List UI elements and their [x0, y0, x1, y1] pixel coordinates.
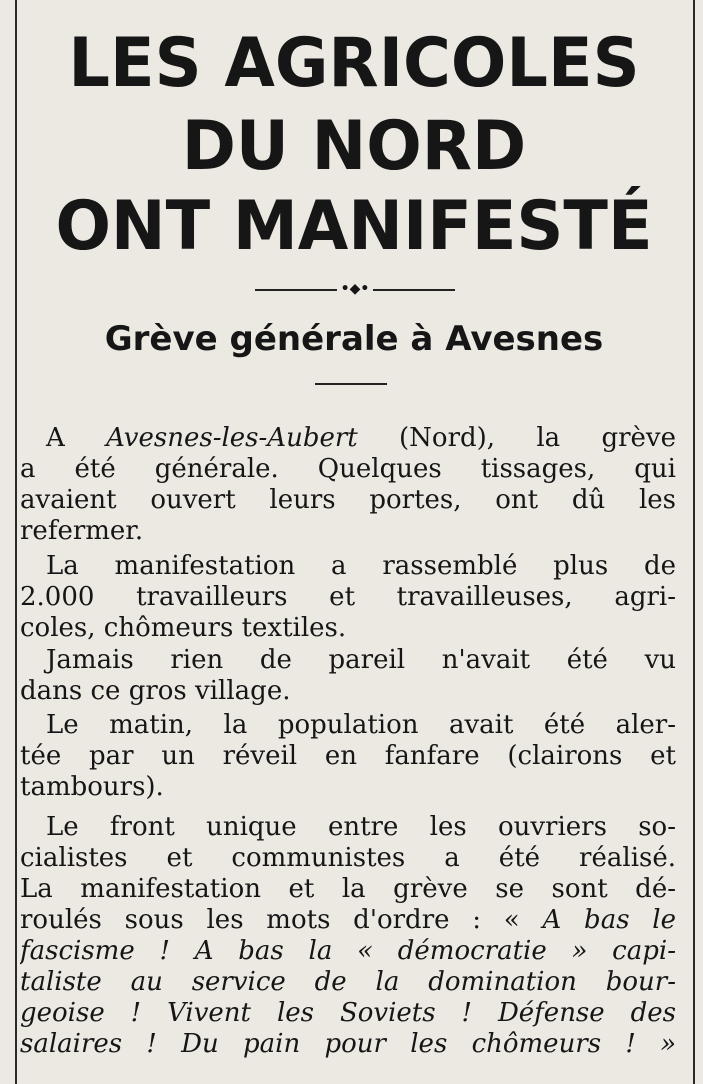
- body-line: cialistes et communistes a été réalisé.: [20, 843, 676, 873]
- body-line: avaient ouvert leurs portes, ont dû les: [20, 485, 676, 515]
- headline-line-2: DU NORD: [181, 107, 527, 186]
- headline-line-3: ONT MANIFESTÉ: [55, 187, 653, 266]
- body-line: salaires ! Du pain pour les chômeurs ! »: [20, 1029, 676, 1059]
- body-line: Jamais rien de pareil n'avait été vu: [46, 645, 676, 675]
- subheadline: Grève générale à Avesnes: [104, 319, 604, 359]
- subhead-rule: [315, 383, 387, 385]
- ornament-dots: •◆•: [340, 281, 370, 297]
- body-line: fascisme ! A bas la « démocratie » capi-: [20, 936, 676, 966]
- body-line: dans ce gros village.: [20, 676, 291, 706]
- body-line: Le matin, la population avait été aler-: [46, 710, 676, 740]
- body-line: Le front unique entre les ouvriers so-: [46, 812, 676, 842]
- body-line: refermer.: [20, 516, 144, 546]
- column-rule-left: [15, 0, 17, 1084]
- body-line: coles, chômeurs textiles.: [20, 613, 347, 643]
- body-line: taliste au service de la domination bour-: [20, 967, 676, 997]
- body-line: La manifestation et la grève se sont dé-: [20, 874, 676, 904]
- headline-line-1: LES AGRICOLES: [68, 24, 640, 103]
- column-rule-right: [693, 0, 695, 1084]
- body-line: A Avesnes-les-Aubert (Nord), la grève: [46, 423, 676, 453]
- body-line: roulés sous les mots d'ordre : « A bas le: [20, 905, 676, 935]
- body-line: geoise ! Vivent les Soviets ! Défense des: [20, 998, 676, 1028]
- body-line: tée par un réveil en fanfare (clairons et: [20, 741, 676, 771]
- ornament-divider: [255, 283, 455, 297]
- body-line: tambours).: [20, 772, 164, 802]
- body-line: La manifestation a rassemblé plus de: [46, 551, 676, 581]
- body-line: 2.000 travailleurs et travailleuses, agri-: [20, 582, 676, 612]
- body-line: a été générale. Quelques tissages, qui: [20, 454, 676, 484]
